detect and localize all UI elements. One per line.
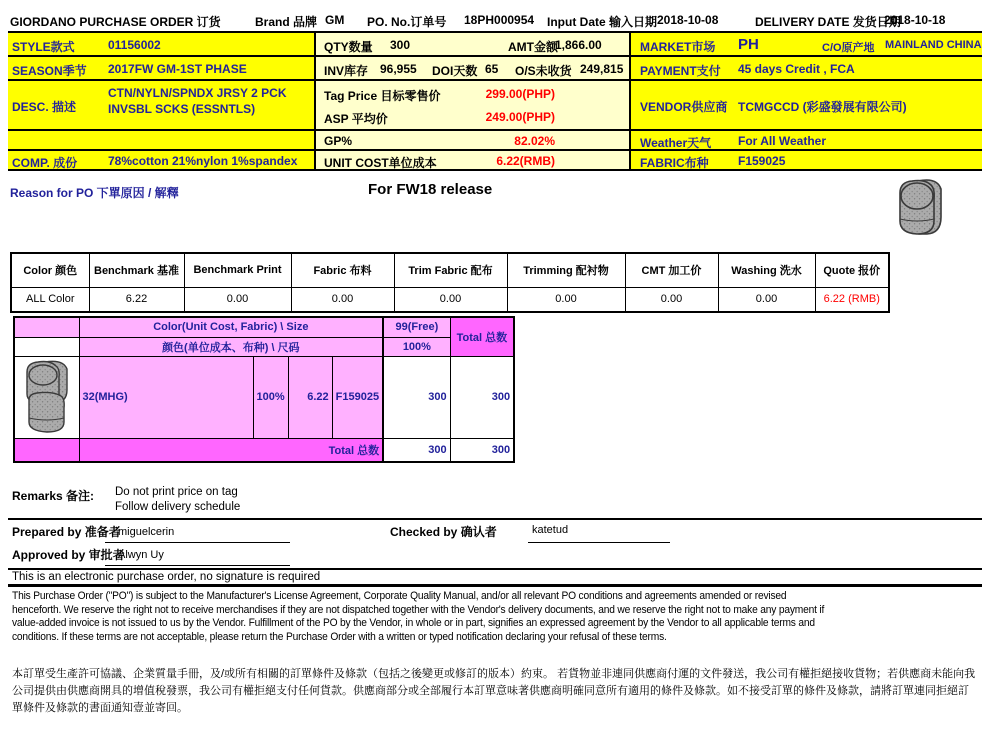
size-row-color: 32(MHG) [79, 356, 253, 438]
size-header-total: Total 总数 [450, 317, 514, 356]
benchmark-header-row [11, 253, 889, 287]
delivery-date-value: 2018-10-18 [884, 13, 946, 27]
signature-line [528, 542, 670, 543]
benchmark-value-cell: 0.00 [507, 287, 625, 312]
brand-label: Brand 品牌 [255, 15, 318, 29]
size-row-total: 300 [450, 356, 514, 438]
reason-value: For FW18 release [368, 181, 493, 198]
season-label: SEASON季节 [12, 64, 87, 78]
info-grid [8, 31, 982, 171]
sock-clipart [891, 175, 949, 237]
size-total-label: Total 总数 [79, 438, 383, 462]
weather-value: For All Weather [738, 134, 827, 148]
benchmark-value-cell: 0.00 [184, 287, 291, 312]
row-style-qty-market [8, 33, 982, 57]
qty-label: QTY数量 [324, 40, 373, 54]
size-header-image-cell-2 [14, 337, 79, 356]
size-total-row [14, 438, 514, 462]
desc-label: DESC. 描述 [12, 100, 77, 114]
amt-label: AMT金额 [508, 40, 558, 54]
style-value: 01156002 [108, 38, 161, 52]
row-desc-price-vendor [8, 81, 982, 131]
vendor-label: VENDOR供应商 [640, 100, 728, 114]
size-header-size-sub: 100% [383, 337, 450, 356]
benchmark-header-cell: Fabric 布料 [291, 253, 394, 287]
benchmark-header-cell: Washing 洗水 [718, 253, 815, 287]
doi-label: DOI天数 [432, 64, 478, 78]
size-total-image-cell [14, 438, 79, 462]
size-header-row-2 [14, 337, 514, 356]
benchmark-header-cell: Benchmark 基准 [89, 253, 184, 287]
benchmark-header-cell: Trim Fabric 配布 [394, 253, 507, 287]
grid-separator [314, 33, 316, 171]
size-row-unit-cost: 6.22 [288, 356, 332, 438]
checked-by-value: katetud [532, 524, 569, 536]
brand-value: GM [325, 13, 345, 27]
co-label: C/O原产地 [822, 42, 875, 54]
os-value: 249,815 [580, 62, 624, 76]
size-header-size: 99(Free) [383, 317, 450, 337]
co-value: MAINLAND CHINA [885, 39, 982, 51]
input-date-label: Input Date 输入日期 [547, 15, 657, 29]
prepared-by-value: miguelcerin [118, 526, 175, 538]
benchmark-header-cell: Color 颜色 [11, 253, 89, 287]
benchmark-value-cell: 0.00 [625, 287, 718, 312]
page-title: GIORDANO PURCHASE ORDER 订货 [10, 15, 221, 29]
signature-line [105, 542, 290, 543]
divider [8, 518, 982, 520]
amt-value: 1,866.00 [555, 38, 602, 52]
inv-value: 96,955 [380, 62, 417, 76]
payment-value: 45 days Credit , FCA [738, 62, 855, 76]
product-sock-image [891, 175, 949, 237]
po-number-value: 18PH000954 [464, 13, 535, 27]
row-comp-cost-fabric [8, 151, 982, 171]
fabric-label: FABRIC布种 [640, 156, 709, 170]
sock-clipart [19, 358, 75, 434]
size-total-total: 300 [450, 438, 514, 462]
gp-label: GP% [324, 134, 353, 148]
comp-label: COMP. 成份 [12, 156, 78, 170]
desc-value: CTN/NYLN/SPNDX JRSY 2 PCK INVSBL SCKS (ESSNTLS) [108, 86, 287, 116]
payment-label: PAYMENT支付 [640, 64, 721, 78]
unit-cost-value: 6.22(RMB) [496, 154, 555, 168]
remarks-line-1: Do not print price on tag [115, 486, 238, 498]
asp-value: 249.00(PHP) [485, 110, 555, 124]
terms-english: This Purchase Order ("PO") is subject to the Manufacturer's License Agreement, Corporate Quality Manual, and/or all relevant PO conditions and agreements amended or revised henceforth. We reserve the right not to receive merchandises if they are not dispatched together with the Vendor's delivery documents, and we reserve the right not to make any payment if value-added invoice is not issued to us by the Vendor. Fulfillment of the PO by the Vendor, in whole or in part, signifies an expressed agreement by the Vendor to all applicable terms and conditions. If these terms are not acceptable, please return the Purchase Order with a written or typed notification declaring your refusal of these terms. [12, 590, 825, 643]
size-header-sub: 颜色(单位成本、布种) \ 尺码 [79, 337, 383, 356]
size-row-ratio: 100% [253, 356, 288, 438]
prepared-by-label: Prepared by 准备者 [12, 525, 121, 539]
comp-value: 78%cotton 21%nylon 1%spandex [108, 154, 298, 168]
size-data-row [14, 356, 514, 438]
checked-by-label: Checked by 确认者 [390, 525, 497, 539]
doi-value: 65 [485, 62, 499, 76]
benchmark-value-cell: 0.00 [718, 287, 815, 312]
delivery-date-label: DELIVERY DATE 发货日期 [755, 15, 901, 29]
divider [8, 568, 982, 570]
grid-separator [629, 33, 631, 171]
tag-price-label: Tag Price 目标零售价 [324, 89, 441, 103]
benchmark-quote-cell: 6.22 (RMB) [815, 287, 889, 312]
fabric-value: F159025 [738, 154, 786, 168]
po-number-label: PO. No.订单号 [367, 15, 447, 29]
benchmark-header-cell: Quote 报价 [815, 253, 889, 287]
row-season-inv-payment [8, 57, 982, 81]
reason-label: Reason for PO 下單原因 / 解釋 [10, 186, 179, 200]
asp-label: ASP 平均价 [324, 112, 388, 126]
benchmark-value-cell: 6.22 [89, 287, 184, 312]
benchmark-value-cell: ALL Color [11, 287, 89, 312]
qty-value: 300 [390, 38, 411, 52]
size-header-main: Color(Unit Cost, Fabric) \ Size [79, 317, 383, 337]
size-total-qty: 300 [383, 438, 450, 462]
size-header-row-1 [14, 317, 514, 337]
inv-label: INV库存 [324, 64, 369, 78]
market-value: PH [738, 36, 759, 53]
benchmark-value-cell: 0.00 [291, 287, 394, 312]
input-date-value: 2018-10-08 [657, 13, 719, 27]
size-row-image-cell [14, 356, 79, 438]
os-label: O/S未收货 [515, 64, 572, 78]
size-header-image-cell [14, 317, 79, 337]
gp-value: 82.02% [514, 134, 555, 148]
size-row-qty: 300 [383, 356, 450, 438]
remarks-line-2: Follow delivery schedule [115, 501, 241, 513]
season-value: 2017FW GM-1ST PHASE [108, 62, 247, 76]
signature-line [105, 565, 290, 566]
benchmark-header-cell: Benchmark Print [184, 253, 291, 287]
size-row-fabric: F159025 [332, 356, 383, 438]
benchmark-value-cell: 0.00 [394, 287, 507, 312]
benchmark-value-row [11, 287, 889, 312]
tag-price-value: 299.00(PHP) [485, 87, 555, 101]
unit-cost-label: UNIT COST单位成本 [324, 156, 437, 170]
approved-by-label: Approved by 审批者 [12, 548, 125, 562]
size-breakdown-table [13, 316, 515, 463]
divider-thick [8, 584, 982, 587]
row-gp-weather [8, 131, 982, 151]
approved-by-value: Alwyn Uy [118, 549, 164, 561]
benchmark-header-cell: CMT 加工价 [625, 253, 718, 287]
benchmark-header-cell: Trimming 配衬物 [507, 253, 625, 287]
benchmark-table [10, 252, 890, 313]
market-label: MARKET市场 [640, 40, 716, 54]
electronic-po-note: This is an electronic purchase order, no signature is required [12, 571, 321, 583]
remarks-label: Remarks 备注: [12, 489, 95, 503]
terms-chinese: 本訂單受生產許可協議、企業質量手冊，及/或所有相關的訂單條件及條款（包括之後變更或修訂的版本）約束。 若貨物並非連同供應商付運的文件發送，我公司有權拒絕接收貨物；若供應商未能向我公司提供由供應商開具的增值稅發票，我公司有權拒絕支付任何貨款。供應商部分或全部履行本訂單意味著供應商明確同意所有適用的條件及條款。如不接受訂單的條件及條款，請將訂單連同拒絕訂單條件及條款的書面通知壹並寄回。 [12, 668, 976, 714]
weather-label: Weather天气 [640, 136, 712, 150]
style-label: STYLE款式 [12, 40, 75, 54]
vendor-value: TCMGCCD (彩盛發展有限公司) [738, 100, 907, 114]
